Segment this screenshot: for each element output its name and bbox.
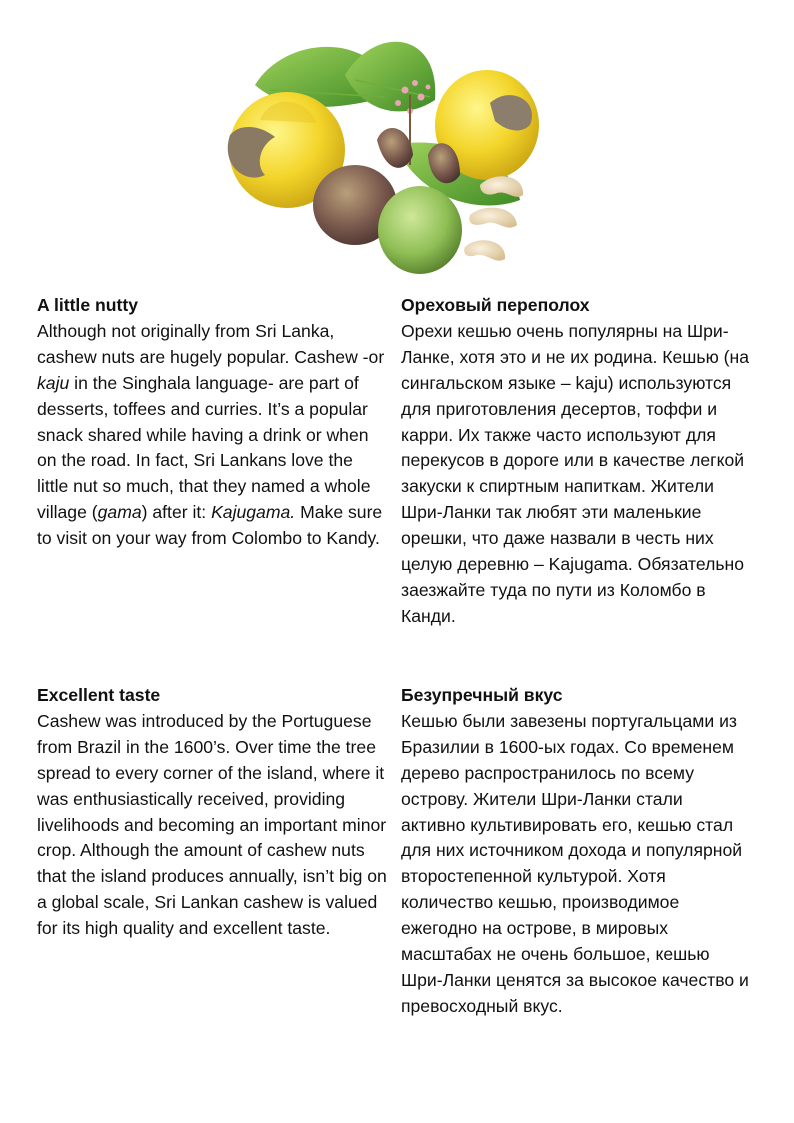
term-kajugama: Kajugama.: [211, 502, 296, 523]
section-a-little-nutty-en: [37, 293, 387, 552]
section-heading: Ореховый переполох: [401, 295, 590, 315]
term-kaju: kaju: [37, 372, 70, 393]
section-heading: Безупречный вкус: [401, 685, 563, 705]
section-excellent-taste-en: [37, 683, 387, 942]
section-heading: Excellent taste: [37, 685, 161, 705]
section-body: Кешью были завезены португальцами из Бразилии в 1600-ых годах. Со временем дерево распространилось по всему острову. Жители Шри-Ланки стали активно культивировать его, кешью стал для них источником дохода и популярной второстепенной культурой. Хотя количество кешью, производимое ежегодно на острове, в мировых масштабах не очень большое, кешью Шри-Ланки ценятся за высокое качество и превосходный вкус.: [401, 710, 749, 1016]
section-body: Although not originally from Sri Lanka, cashew nuts are hugely popular. Cashew -or kaju in the Singhala language- are part of desserts, toffees and curries. It’s a popular snack shared while having a drink or when on the road. In fact, Sri Lankans love the little nut so much, that they named a whole village (gama) after it: Kajugama. Make sure to visit on your way from Colombo to Kandy.: [37, 320, 385, 549]
term-gama: gama: [97, 502, 142, 523]
section-body: Cashew was introduced by the Portuguese from Brazil in the 1600’s. Over time the tree spread to every corner of the island, where it was enthusiastically received, providing livelihoods and becoming an important minor crop. Although the amount of cashew nuts that the island produces annually, isn’t big on a global scale, Sri Lankan cashew is valued for its high quality and excellent taste.: [37, 710, 387, 939]
section-heading: A little nutty: [37, 295, 138, 315]
cashew-illustration: [225, 25, 545, 280]
cashew-fruit-image: [225, 25, 545, 280]
section-excellent-taste-ru: [401, 683, 751, 1020]
section-body: Орехи кешью очень популярны на Шри-Ланке, хотя это и не их родина. Кешью (на сингальском языке – kaju) используются для приготовления десертов, тоффи и карри. Их также часто используют для перекусов в дороге или в качестве легкой закуски к спиртным напиткам. Жители Шри-Ланки так любят эти маленькие орешки, что даже назвали в честь них целую деревню – Kajugama. Обязательно заезжайте туда по пути из Коломбо в Канди.: [401, 320, 750, 626]
section-a-little-nutty-ru: [401, 293, 751, 630]
